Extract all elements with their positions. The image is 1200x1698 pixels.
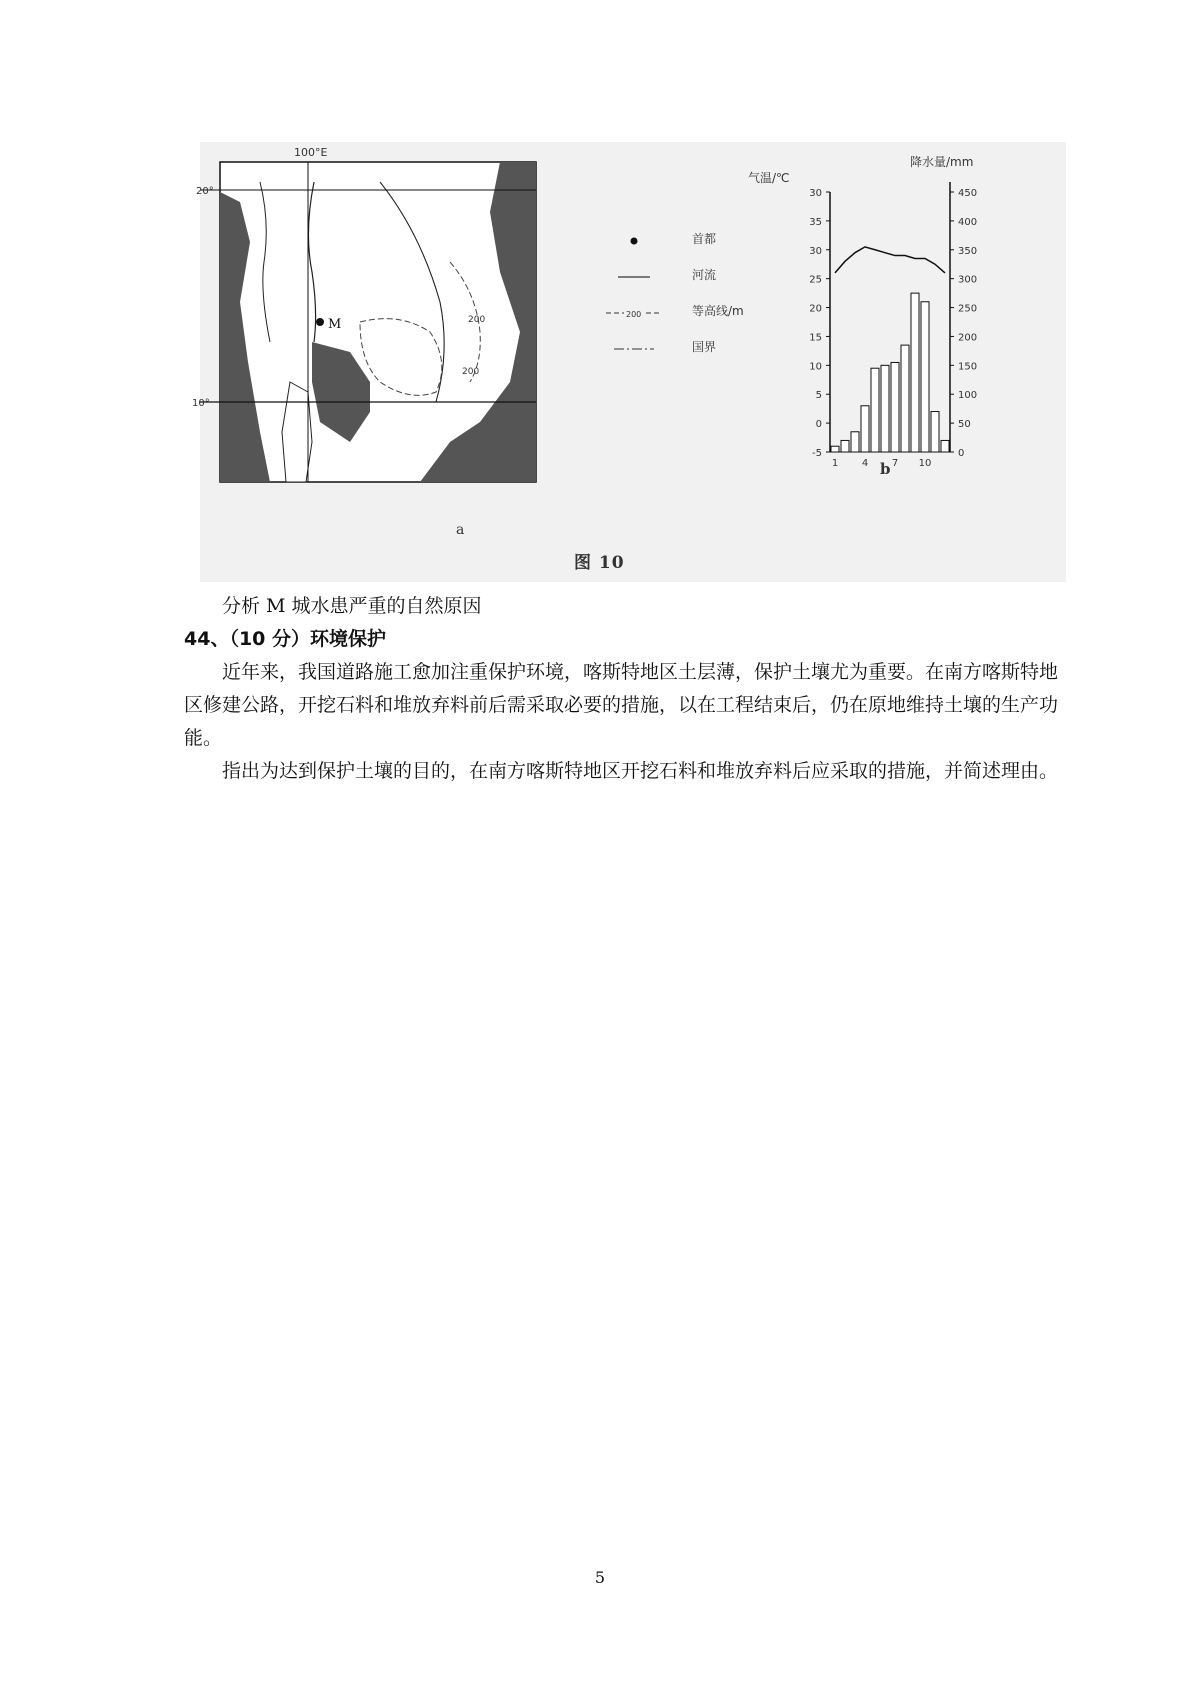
- left-tick-label: 15: [809, 332, 822, 344]
- legend-item: [604, 334, 784, 370]
- map-sublabel: a: [456, 522, 465, 538]
- legend-label: 等高线/m: [692, 304, 744, 318]
- precip-bar: [911, 293, 919, 452]
- lon-label: 100°E: [294, 146, 328, 159]
- lat-label-10: 10°: [192, 398, 210, 409]
- right-tick-label: 250: [958, 303, 978, 315]
- left-tick-label: 30: [809, 188, 822, 199]
- legend-label: 首都: [692, 232, 717, 246]
- left-tick-label: 30: [809, 245, 822, 257]
- river-line-icon: [604, 270, 664, 284]
- right-tick-label: 300: [958, 274, 978, 286]
- legend-item: [604, 262, 784, 298]
- precip-bar: [861, 406, 869, 452]
- left-tick-label: 0: [815, 419, 822, 431]
- left-tick-label: 10: [809, 361, 822, 373]
- precip-bar: [921, 302, 929, 452]
- right-axis-label: 降水量/mm: [910, 155, 974, 169]
- precip-bar: [841, 440, 849, 452]
- left-tick-label: 5: [815, 390, 822, 402]
- right-tick-label: 350: [958, 245, 978, 257]
- x-tick-label: 4: [861, 458, 869, 469]
- legend-item: [604, 226, 784, 262]
- right-tick-label: 0: [958, 448, 965, 459]
- figure-caption: 图 10: [574, 553, 625, 573]
- right-tick-label: 50: [958, 419, 971, 431]
- left-tick-label: 20: [809, 303, 822, 315]
- city-label: M: [328, 317, 342, 332]
- precip-bar: [941, 440, 949, 452]
- x-tick-label: 1: [831, 458, 839, 469]
- precip-bar: [891, 362, 899, 452]
- contour-label: 200: [468, 315, 486, 325]
- temperature-line: [835, 247, 945, 273]
- capital-dot-icon: [604, 234, 664, 248]
- question-text: [184, 590, 1064, 788]
- left-tick-label: 35: [809, 216, 822, 228]
- page-number: 5: [594, 1568, 606, 1587]
- precip-bar: [871, 368, 879, 452]
- q44-paragraph: 近年来，我国道路施工愈加注重保护环境，喀斯特地区土层薄，保护土壤尤为重要。在南方喀斯特地区修建公路，开挖石料和堆放弃料前后需采取必要的措施，以在工程结束后，仍在原地维持土壤的生产功能。: [184, 661, 1059, 749]
- contour-line-icon: [604, 306, 664, 320]
- chart-sublabel: b: [880, 460, 891, 478]
- climate-chart: [748, 152, 1050, 512]
- precip-bar: [831, 446, 839, 452]
- left-tick-label: -5: [812, 448, 822, 459]
- q43-prompt: 分析 M 城水患严重的自然原因: [222, 595, 482, 617]
- x-tick-label: 10: [918, 458, 932, 469]
- legend-label: 国界: [692, 340, 717, 354]
- lat-label-20: 20°: [196, 186, 214, 197]
- precip-bar: [901, 345, 909, 452]
- left-axis-label: 气温/℃: [748, 171, 790, 185]
- map-legend: [604, 226, 784, 370]
- map-figure: [192, 142, 560, 502]
- left-tick-label: 25: [809, 274, 822, 286]
- precip-bar: [881, 365, 889, 452]
- contour-label: 200: [462, 367, 480, 377]
- right-tick-label: 100: [958, 390, 978, 402]
- capital-dot-icon: [316, 318, 324, 326]
- right-tick-label: 400: [958, 216, 978, 228]
- right-tick-label: 450: [958, 188, 978, 199]
- q44-title: 44、（10 分）环境保护: [184, 628, 386, 650]
- q44-paragraph: 指出为达到保护土壤的目的，在南方喀斯特地区开挖石料和堆放弃料后应采取的措施，并简述理由。: [222, 760, 1059, 782]
- legend-label: 河流: [692, 268, 717, 282]
- right-tick-label: 150: [958, 361, 978, 373]
- x-tick-label: 7: [891, 458, 899, 469]
- legend-inline-value: 200: [626, 310, 642, 319]
- precip-bar: [931, 412, 939, 452]
- precip-bar: [851, 432, 859, 452]
- right-tick-label: 200: [958, 332, 978, 344]
- legend-item: [604, 298, 784, 334]
- border-line-icon: [604, 342, 664, 356]
